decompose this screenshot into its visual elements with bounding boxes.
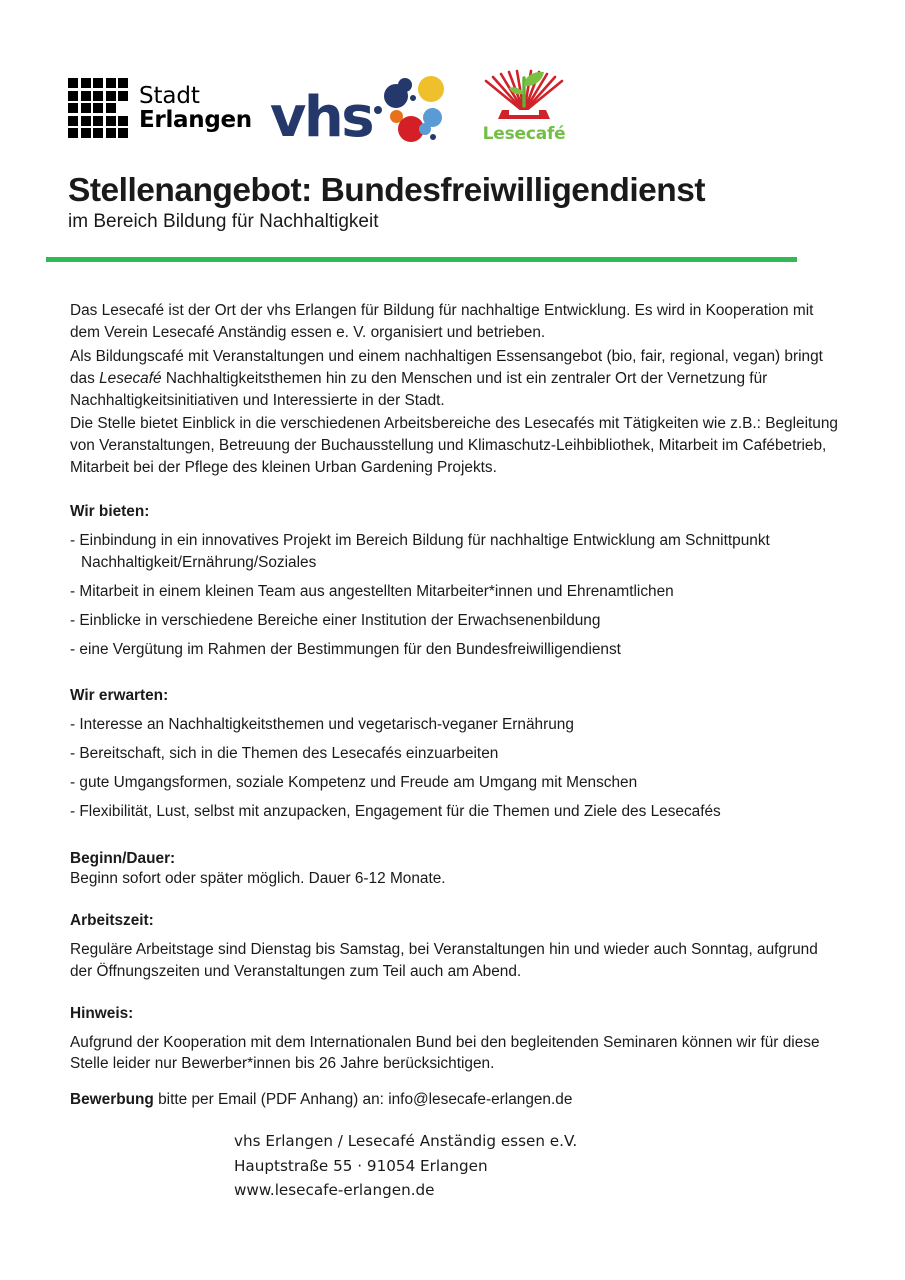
spacer bbox=[70, 603, 842, 610]
intro-paragraph-2 bbox=[70, 346, 842, 412]
spacer bbox=[70, 890, 842, 912]
stadt-line-2: Erlangen bbox=[139, 107, 252, 133]
footer-website: www.lesecafe-erlangen.de bbox=[234, 1181, 435, 1200]
page-title: Stellenangebot: Bundesfreiwilligendienst bbox=[68, 172, 706, 210]
application-line bbox=[70, 1089, 842, 1111]
spacer bbox=[70, 823, 842, 850]
vhs-dots-icon bbox=[374, 70, 446, 144]
expectations-heading: Wir erwarten: bbox=[70, 687, 169, 705]
expectations-list-item: - Bereitschaft, sich in die Themen des Lesecafés einzuarbeiten bbox=[70, 745, 499, 763]
expectations-list-item: - gute Umgangsformen, soziale Kompetenz und Freude am Umgang mit Menschen bbox=[70, 774, 638, 792]
spacer bbox=[70, 1075, 842, 1089]
stadt-erlangen-wordmark bbox=[139, 85, 252, 133]
offer-list-item: - Einbindung in ein innovatives Projekt im Bereich Bildung für nachhaltige Entwicklung am Schnittpunkt Nachhaltigkeit/Ernährung/Soziales bbox=[70, 532, 770, 571]
spacer bbox=[70, 1023, 842, 1032]
footer-organisation: vhs Erlangen / Lesecafé Anständig essen e.V. bbox=[234, 1132, 578, 1150]
offer-heading: Wir bieten: bbox=[70, 503, 150, 520]
stadt-erlangen-grid-icon bbox=[68, 78, 130, 140]
spacer bbox=[70, 481, 842, 503]
intro-p2-italic-lesecafe: Lesecafé bbox=[99, 369, 162, 387]
document-body bbox=[70, 300, 842, 1111]
intro-p2-part-a: Als Bildungscafé mit Veranstaltungen und einem nachhaltigen Essensangebot (bio, fair, regional, vegan) bringt das bbox=[70, 347, 823, 387]
working-hours-heading: Arbeitszeit: bbox=[70, 911, 154, 929]
intro-paragraph-3: Die Stelle bietet Einblick in die verschiedenen Arbeitsbereiche des Lesecafés mit Tätigkeiten wie z.B.: Begleitung von Veranstaltungen, Betreuung der Buchausstellung und Klimaschutz-Leihbibliothek, Mitarbeit im Cafébetrieb, Mitarbeit bei der Pflege des kleinen Urban Gardening Projekts. bbox=[70, 415, 838, 477]
offer-list-item: - Einblicke in verschiedene Bereiche einer Institution der Erwachsenenbildung bbox=[70, 611, 601, 629]
stadt-line-1: Stadt bbox=[139, 83, 200, 110]
contact-footer bbox=[234, 1129, 577, 1203]
expectations-list-item: - Flexibilität, Lust, selbst mit anzupacken, Engagement für die Themen und Ziele des Lesecafés bbox=[70, 803, 721, 820]
spacer bbox=[70, 705, 842, 714]
vhs-logo bbox=[269, 70, 446, 151]
note-text: Aufgrund der Kooperation mit dem Internationalen Bund bei den begleitenden Seminaren können wir für diese Stelle leider nur Bewerber*innen bis 26 Jahre berücksichtigen. bbox=[70, 1033, 820, 1073]
spacer bbox=[70, 736, 842, 743]
stadt-erlangen-logo bbox=[68, 74, 252, 144]
spacer bbox=[70, 930, 842, 939]
lesecafe-logo bbox=[476, 62, 572, 144]
footer-address: Hauptstraße 55 · 91054 Erlangen bbox=[234, 1156, 488, 1175]
accent-divider bbox=[46, 257, 797, 262]
offer-list-item: - eine Vergütung im Rahmen der Bestimmungen für den Bundesfreiwilligendienst bbox=[70, 640, 621, 658]
expectations-list-item: - Interesse an Nachhaltigkeitsthemen und vegetarisch-veganer Ernährung bbox=[70, 716, 574, 734]
spacer bbox=[70, 765, 842, 772]
vhs-wordmark: vhs bbox=[269, 85, 373, 151]
spacer bbox=[70, 632, 842, 639]
spacer bbox=[70, 660, 842, 687]
application-rest: bitte per Email (PDF Anhang) an: info@lesecafe-erlangen.de bbox=[153, 1091, 573, 1109]
duration-heading: Beginn/Dauer: bbox=[70, 849, 176, 867]
spacer bbox=[70, 983, 842, 1005]
spacer bbox=[70, 521, 842, 530]
intro-paragraph-1: Das Lesecafé ist der Ort der vhs Erlangen für Bildung für nachhaltige Entwicklung. Es wird in Kooperation mit dem Verein Lesecafé Anständig essen e. V. organisiert und betrieben. bbox=[70, 302, 814, 341]
duration-text: Beginn sofort oder später möglich. Dauer 6-12 Monate. bbox=[70, 869, 446, 887]
lesecafe-wordmark: Lesecafé bbox=[482, 124, 566, 144]
working-hours-text: Reguläre Arbeitstage sind Dienstag bis Samstag, bei Veranstaltungen hin und wieder auch Sonntag, aufgrund der Öffnungszeiten und Veranstaltungen zum Teil auch am Abend. bbox=[70, 940, 818, 980]
intro-p2-part-b: Nachhaltigkeitsthemen hin zu den Menschen und ist ein zentraler Ort der Vernetzung für Nachhaltigkeitsinitiativen und Interessierte in der Stadt. bbox=[70, 369, 768, 409]
page-subtitle: im Bereich Bildung für Nachhaltigkeit bbox=[68, 211, 379, 232]
spacer bbox=[70, 794, 842, 801]
lesecafe-book-sprout-icon bbox=[476, 62, 572, 126]
note-heading: Hinweis: bbox=[70, 1004, 134, 1022]
spacer bbox=[70, 574, 842, 581]
application-label: Bewerbung bbox=[70, 1091, 154, 1109]
offer-list-item: - Mitarbeit in einem kleinen Team aus angestellten Mitarbeiter*innen und Ehrenamtlichen bbox=[70, 582, 674, 600]
logo-bar bbox=[68, 58, 572, 151]
